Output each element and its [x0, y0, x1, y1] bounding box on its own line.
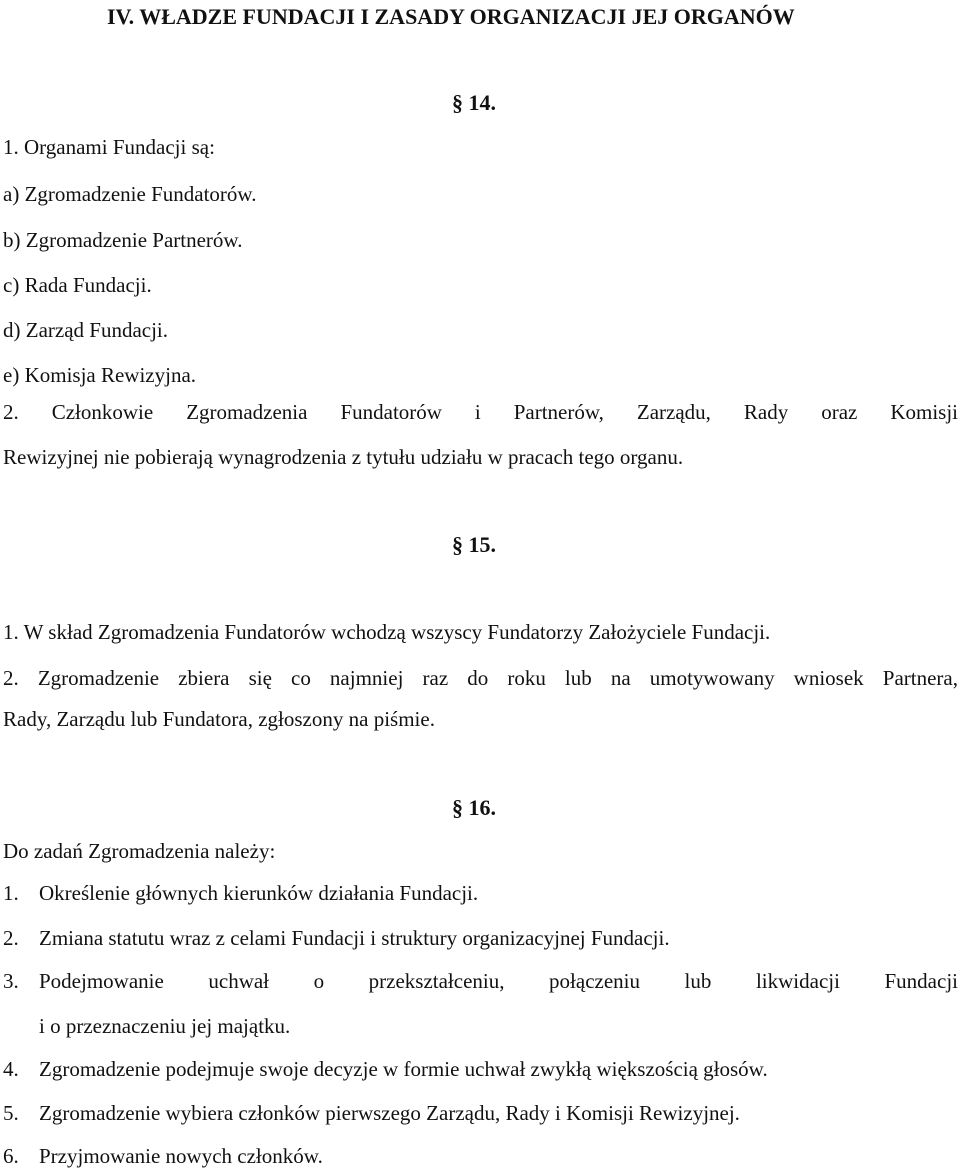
s14-line-6: e) Komisja Rewizyjna.: [3, 363, 197, 387]
s16-intro: Do zadań Zgromadzenia należy:: [3, 839, 276, 863]
s16-item-number: 5.: [3, 1101, 19, 1125]
s16-item-number: 2.: [3, 926, 19, 950]
s16-item-text: Zgromadzenie wybiera członków pierwszego Zarządu, Rady i Komisji Rewizyjnej.: [39, 1101, 740, 1125]
s14-line-7: 2. Członkowie Zgromadzenia Fundatorów i Partnerów, Zarządu, Rady oraz Komisji: [3, 400, 958, 424]
section-heading-14: § 14.: [452, 90, 496, 115]
s14-line-8: Rewizyjnej nie pobierają wynagrodzenia z tytułu udziału w pracach tego organu.: [3, 445, 684, 469]
s16-item-text: Podejmowanie uchwał o przekształceniu, połączeniu lub likwidacji Fundacji: [39, 969, 958, 993]
chapter-title: IV. WŁADZE FUNDACJI I ZASADY ORGANIZACJI JEJ ORGANÓW: [107, 4, 795, 29]
s16-item-5: [3, 1099, 740, 1127]
s16-item-text: Określenie głównych kierunków działania Fundacji.: [39, 881, 479, 905]
section-heading-16: § 16.: [452, 795, 496, 820]
s16-item-text: Zgromadzenie podejmuje swoje decyzje w formie uchwał zwykłą większością głosów.: [39, 1057, 768, 1081]
s16-item-6: [3, 1142, 323, 1170]
s15-line-1: 1. W skład Zgromadzenia Fundatorów wchodzą wszyscy Fundatorzy Założyciele Fundacji.: [3, 620, 771, 644]
s16-item-text: i o przeznaczeniu jej majątku.: [39, 1014, 291, 1038]
s14-line-1: 1. Organami Fundacji są:: [3, 135, 215, 159]
s16-item-text: Przyjmowanie nowych członków.: [39, 1144, 323, 1168]
s16-item-1: [3, 879, 478, 907]
s16-item-3: [3, 967, 958, 995]
s16-item-4: [3, 1055, 768, 1083]
s16-item-text: Zmiana statutu wraz z celami Fundacji i struktury organizacyjnej Fundacji.: [39, 926, 670, 950]
s15-line-2: 2. Zgromadzenie zbiera się co najmniej raz do roku lub na umotywowany wniosek Partnera,: [3, 666, 958, 690]
s16-item-2: [3, 924, 670, 952]
s14-line-2: a) Zgromadzenie Fundatorów.: [3, 182, 257, 206]
section-heading-15: § 15.: [452, 532, 496, 557]
s14-line-3: b) Zgromadzenie Partnerów.: [3, 228, 243, 252]
s16-item-number: 6.: [3, 1144, 19, 1168]
s15-line-3: Rady, Zarządu lub Fundatora, zgłoszony na piśmie.: [3, 707, 435, 731]
s14-line-4: c) Rada Fundacji.: [3, 273, 152, 297]
s16-item-3-continuation: [3, 1012, 290, 1040]
s16-item-number: 1.: [3, 881, 19, 905]
s16-item-number: 4.: [3, 1057, 19, 1081]
s14-line-5: d) Zarząd Fundacji.: [3, 318, 169, 342]
s16-item-number: 3.: [3, 969, 19, 993]
